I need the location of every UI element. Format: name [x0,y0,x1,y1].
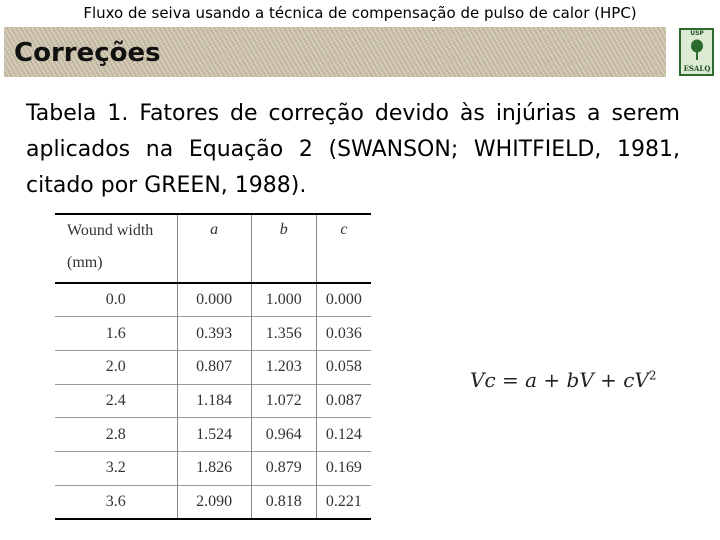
header-a: a [177,214,251,283]
table-row [55,451,371,485]
header-c: c [316,214,371,283]
equation-body: Vc = a + bV + cV [470,368,649,392]
tree-icon [690,39,704,61]
cell-a: 1.524 [177,418,251,452]
cell-wound-width: 0.0 [55,283,177,317]
equation [470,368,657,392]
header-b: b [251,214,316,283]
header-wound-width: Wound width (mm) [55,214,177,283]
table-row [55,485,371,519]
cell-b: 1.203 [251,350,316,384]
cell-a: 0.393 [177,317,251,351]
cell-a: 1.184 [177,384,251,418]
table-row [55,317,371,351]
cell-c: 0.221 [325,492,362,510]
table-row [55,350,371,384]
table-row [55,384,371,418]
section-title: Correções [14,38,161,68]
cell-wound-width: 1.6 [55,317,177,351]
logo-bottom-text: ESALQ [683,64,711,73]
cell-c: 0.169 [325,459,362,477]
cell-b: 0.964 [251,418,316,452]
correction-factors-table [55,213,371,520]
title-band [4,27,666,77]
logo-top-text: USP [690,30,704,37]
cell-a: 1.826 [177,451,251,485]
cell-b: 0.818 [251,485,316,519]
table-row [55,418,371,452]
cell-wound-width: 2.4 [55,384,177,418]
table-header-row [55,214,371,283]
table-caption: Tabela 1. Fatores de correção devido às injúrias a serem aplicados na Equação 2 (SWANSON; WHITFIELD, 1981, citado por GREEN, 1988). [26,101,680,198]
cell-c: 0.087 [325,391,362,409]
table-row [55,283,371,317]
cell-wound-width: 3.6 [55,485,177,519]
cell-c: 0.036 [325,324,362,342]
esalq-logo [679,28,714,76]
cell-b: 1.000 [251,283,316,317]
slide-header: Fluxo de seiva usando a técnica de compensação de pulso de calor (HPC) [83,4,637,22]
cell-c: 0.124 [325,425,362,443]
cell-b: 1.072 [251,384,316,418]
equation-exponent: 2 [648,368,657,383]
cell-wound-width: 2.0 [55,350,177,384]
cell-c: 0.058 [325,358,362,376]
cell-b: 0.879 [251,451,316,485]
cell-wound-width: 2.8 [55,418,177,452]
cell-b: 1.356 [251,317,316,351]
cell-a: 0.000 [177,283,251,317]
cell-a: 2.090 [177,485,251,519]
cell-wound-width: 3.2 [55,451,177,485]
cell-c: 0.000 [325,291,362,309]
cell-a: 0.807 [177,350,251,384]
